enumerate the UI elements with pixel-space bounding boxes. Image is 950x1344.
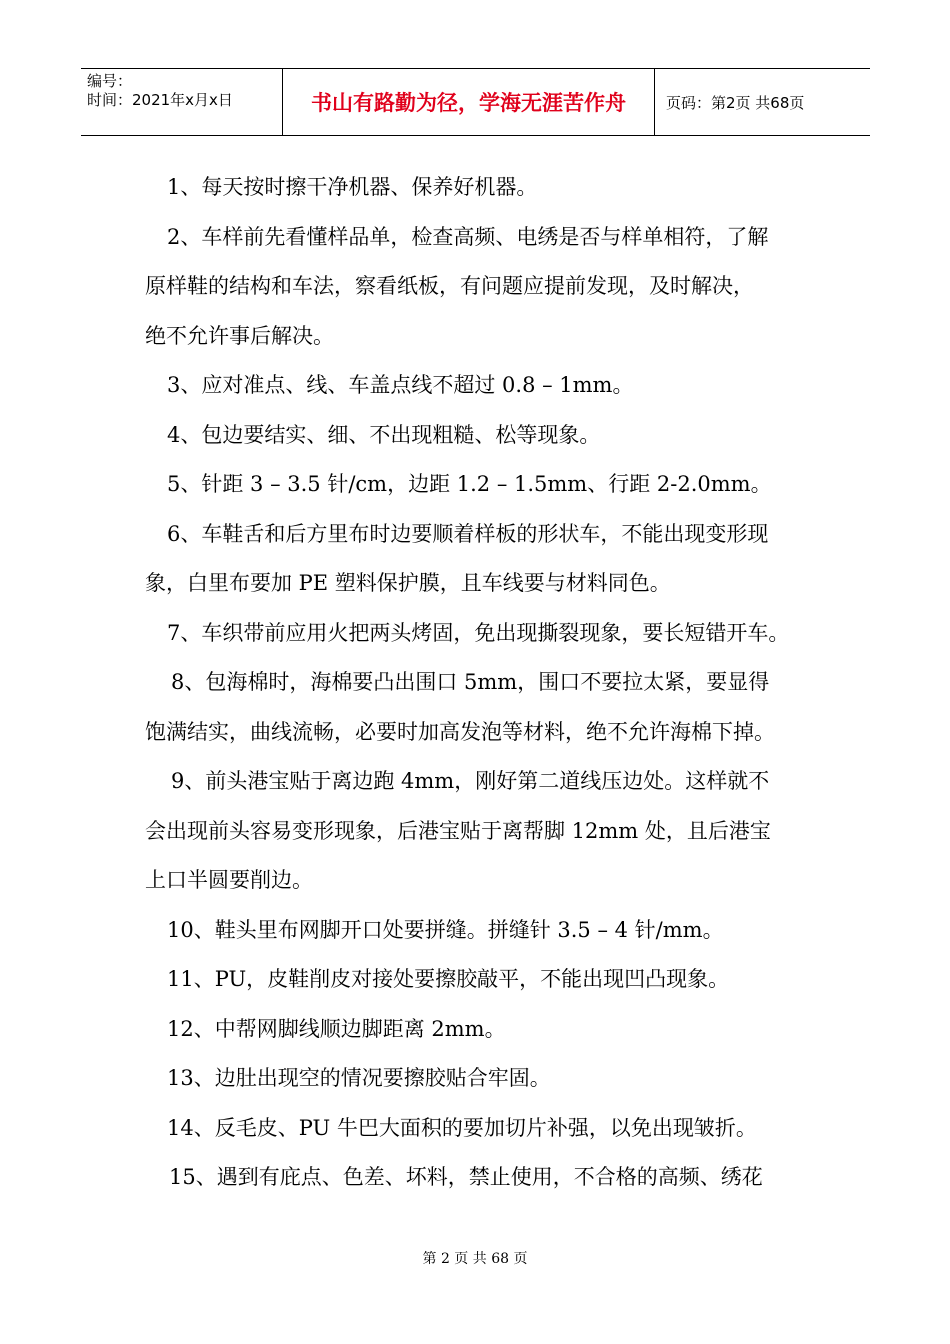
time-label: 时间：2021年x月x日 — [87, 91, 233, 109]
paragraph-line: 3、应对准点、线、车盖点线不超过 0.8 – 1mm。 — [167, 373, 634, 397]
page-footer: 第 2 页 共 68 页 — [422, 1251, 528, 1267]
paragraph-line: 1、每天按时擦干净机器、保养好机器。 — [167, 175, 538, 199]
paragraph-line: 10、鞋头里布网脚开口处要拼缝。拼缝针 3.5 – 4 针/mm。 — [167, 917, 724, 942]
number-label: 编号： — [87, 72, 133, 90]
paragraph-line: 14、反毛皮、PU 牛巴大面积的要加切片补强，以免出现皱折。 — [167, 1115, 757, 1140]
paragraph-line: 象，白里布要加 PE 塑料保护膜，且车线要与材料同色。 — [145, 571, 671, 595]
paragraph-line: 7、车织带前应用火把两头烤固，免出现撕裂现象，要长短错开车。 — [167, 620, 790, 645]
document-body — [145, 163, 815, 1203]
paragraph-line: 4、包边要结实、细、不出现粗糙、松等现象。 — [167, 422, 601, 447]
paragraph-line: 6、车鞋舌和后方里布时边要顺着样板的形状车，不能出现变形现 — [167, 521, 769, 546]
paragraph-line: 15、遇到有庇点、色差、坏料，禁止使用，不合格的高频、绣花 — [169, 1165, 763, 1189]
paragraph-line: 11、PU，皮鞋削皮对接处要擦胶敲平，不能出现凹凸现象。 — [167, 967, 730, 991]
paragraph-line: 上口半圆要削边。 — [145, 868, 313, 892]
paragraph-line: 2、车样前先看懂样品单，检查高频、电绣是否与样单相符，了解 — [167, 224, 769, 249]
paragraph-line: 饱满结实，曲线流畅，必要时加高发泡等材料，绝不允许海棉下掉。 — [145, 719, 775, 744]
paragraph-line: 5、针距 3 – 3.5 针/cm，边距 1.2 – 1.5mm、行距 2-2.0mm。 — [167, 472, 772, 496]
paragraph-line: 原样鞋的结构和车法，察看纸板，有问题应提前发现，及时解决， — [145, 274, 754, 298]
header-motto: 书山有路勤为径，学海无涯苦作舟 — [283, 69, 655, 135]
paragraph-line: 会出现前头容易变形现象，后港宝贴于离帮脚 12mm 处，且后港宝 — [145, 818, 771, 843]
paragraph-line: 12、中帮网脚线顺边脚距离 2mm。 — [167, 1016, 506, 1041]
paragraph-line: 9、前头港宝贴于离边跑 4mm，刚好第二道线压边处。这样就不 — [171, 769, 770, 793]
paragraph-line: 8、包海棉时，海棉要凸出围口 5mm，围口不要拉太紧，要显得 — [171, 670, 770, 694]
header-page-info: 页码：第2页 共68页 — [666, 93, 805, 112]
page-header — [81, 68, 870, 136]
paragraph-line: 13、边肚出现空的情况要擦胶贴合牢固。 — [167, 1066, 551, 1090]
paragraph-line: 绝不允许事后解决。 — [145, 323, 334, 348]
header-meta — [81, 69, 283, 135]
